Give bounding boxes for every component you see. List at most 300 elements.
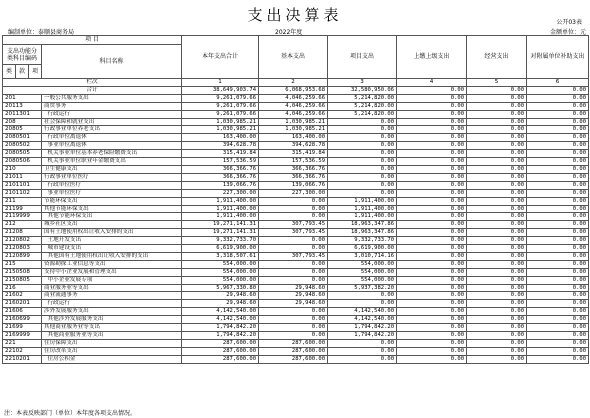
table-row xyxy=(3,229,589,237)
table-row xyxy=(3,316,589,324)
row-value: 0.00 xyxy=(467,221,527,229)
row-code: 2120802 xyxy=(3,237,42,245)
table-row xyxy=(3,276,589,284)
row-value: 0.00 xyxy=(397,300,467,308)
table-row xyxy=(3,252,589,260)
table-row xyxy=(3,284,589,292)
report-year: 2022年度 xyxy=(275,29,303,36)
row-value: 157,536.59 xyxy=(182,158,259,166)
row-value: 0.00 xyxy=(467,165,527,173)
row-name: 其他国有土地使用权出让收入安排的支出 xyxy=(42,252,182,260)
row-value: 0.00 xyxy=(527,102,589,110)
row-code: 221 xyxy=(3,339,42,347)
row-value: 4,142,540.00 xyxy=(182,308,259,316)
seq-number: 3 xyxy=(328,79,397,87)
row-code: 210 xyxy=(3,165,42,173)
row-name: 卫生健康支出 xyxy=(42,165,182,173)
table-row xyxy=(3,268,589,276)
row-name: 事业单位医疗 xyxy=(42,189,182,197)
row-value: 307,793.45 xyxy=(259,221,328,229)
row-value: 394,628.78 xyxy=(182,142,259,150)
row-name: 商业服务业等支出 xyxy=(42,284,182,292)
row-name: 支持中小企业发展和管理支出 xyxy=(42,268,182,276)
row-value: 0.00 xyxy=(397,102,467,110)
row-value: 0.00 xyxy=(467,142,527,150)
table-row xyxy=(3,300,589,308)
table-row xyxy=(3,245,589,253)
table-row xyxy=(3,134,589,142)
row-code: 21606 xyxy=(3,308,42,316)
row-value: 0.00 xyxy=(527,355,589,363)
row-name: 其他商业服务业等支出 xyxy=(42,332,182,340)
row-value: 29,948.60 xyxy=(182,300,259,308)
row-name: 城乡社区支出 xyxy=(42,221,182,229)
row-value: 0.00 xyxy=(397,316,467,324)
row-code: 2150508 xyxy=(3,268,42,276)
row-value: 0.00 xyxy=(397,276,467,284)
row-name: 行政事业单位医疗 xyxy=(42,173,182,181)
total-value: 0.00 xyxy=(527,86,589,94)
table-row xyxy=(3,118,589,126)
row-code: 2160201 xyxy=(3,300,42,308)
table-row xyxy=(3,158,589,166)
row-value: 0.00 xyxy=(467,292,527,300)
row-value: 0.00 xyxy=(397,165,467,173)
row-value: 0.00 xyxy=(527,276,589,284)
row-code: 208 xyxy=(3,118,42,126)
row-value: 554,000.00 xyxy=(328,276,397,284)
row-value: 1,794,842.20 xyxy=(328,324,397,332)
row-value: 0.00 xyxy=(397,213,467,221)
row-value: 0.00 xyxy=(467,197,527,205)
row-value: 0.00 xyxy=(527,134,589,142)
row-code: 215 xyxy=(3,260,42,268)
row-code: 22102 xyxy=(3,347,42,355)
row-value: 307,793.45 xyxy=(259,252,328,260)
row-value: 0.00 xyxy=(328,165,397,173)
total-label: 合计 xyxy=(3,86,182,94)
row-value: 5,214,820.00 xyxy=(328,110,397,118)
row-value: 9,332,733.70 xyxy=(328,237,397,245)
row-value: 0.00 xyxy=(397,324,467,332)
table-row xyxy=(3,197,589,205)
row-code: 2080501 xyxy=(3,134,42,142)
row-value: 0.00 xyxy=(467,94,527,102)
row-value: 0.00 xyxy=(527,284,589,292)
row-value: 0.00 xyxy=(527,245,589,253)
row-value: 0.00 xyxy=(527,118,589,126)
row-value: 5,967,330.80 xyxy=(182,284,259,292)
row-value: 287,600.00 xyxy=(259,339,328,347)
row-value: 29,948.60 xyxy=(259,284,328,292)
row-value: 5,214,820.00 xyxy=(328,94,397,102)
row-value: 0.00 xyxy=(467,189,527,197)
row-value: 4,046,259.66 xyxy=(259,102,328,110)
row-value: 0.00 xyxy=(467,268,527,276)
row-value: 0.00 xyxy=(467,316,527,324)
row-value: 0.00 xyxy=(467,252,527,260)
seq-number: 2 xyxy=(259,79,328,87)
row-value: 0.00 xyxy=(527,308,589,316)
row-value: 1,911,400.00 xyxy=(328,213,397,221)
row-name: 社会保障和就业支出 xyxy=(42,118,182,126)
table-row xyxy=(3,292,589,300)
row-value: 0.00 xyxy=(259,205,328,213)
row-value: 9,261,079.66 xyxy=(182,110,259,118)
row-code: 2210201 xyxy=(3,355,42,363)
row-value: 0.00 xyxy=(527,268,589,276)
row-code: 216 xyxy=(3,284,42,292)
row-name: 住房公积金 xyxy=(42,355,182,363)
row-value: 0.00 xyxy=(397,245,467,253)
row-value: 0.00 xyxy=(527,150,589,158)
row-value: 29,948.60 xyxy=(259,292,328,300)
row-value: 1,794,842.20 xyxy=(328,332,397,340)
row-value: 0.00 xyxy=(527,292,589,300)
row-value: 0.00 xyxy=(397,142,467,150)
row-name: 住房改革支出 xyxy=(42,347,182,355)
row-value: 0.00 xyxy=(328,158,397,166)
row-value: 0.00 xyxy=(397,110,467,118)
row-value: 0.00 xyxy=(397,221,467,229)
row-name: 其他涉外发展服务支出 xyxy=(42,316,182,324)
row-value: 0.00 xyxy=(467,102,527,110)
row-code: 21011 xyxy=(3,173,42,181)
row-value: 554,000.00 xyxy=(182,260,259,268)
row-value: 0.00 xyxy=(259,276,328,284)
row-value: 9,261,079.66 xyxy=(182,94,259,102)
row-value: 29,948.60 xyxy=(259,300,328,308)
row-value: 0.00 xyxy=(259,308,328,316)
row-code: 2169999 xyxy=(3,332,42,340)
row-value: 0.00 xyxy=(467,260,527,268)
row-value: 1,794,842.20 xyxy=(182,324,259,332)
header-col-remit: 上缴上级支出 xyxy=(397,36,467,79)
row-value: 0.00 xyxy=(259,260,328,268)
row-value: 0.00 xyxy=(467,158,527,166)
header-name: 科目名称 xyxy=(42,45,182,79)
table-row xyxy=(3,126,589,134)
row-code: 2120803 xyxy=(3,245,42,253)
row-code: 20805 xyxy=(3,126,42,134)
row-value: 1,030,985.21 xyxy=(182,118,259,126)
row-name: 土地开发支出 xyxy=(42,237,182,245)
form-number: 公开03表 xyxy=(556,19,582,26)
row-value: 1,911,400.00 xyxy=(328,197,397,205)
row-value: 0.00 xyxy=(527,189,589,197)
expenditure-table xyxy=(2,35,589,364)
row-value: 29,948.60 xyxy=(182,292,259,300)
row-name: 行政单位离退休 xyxy=(42,134,182,142)
table-row xyxy=(3,339,589,347)
row-name: 行政运行 xyxy=(42,300,182,308)
row-value: 0.00 xyxy=(527,221,589,229)
row-value: 0.00 xyxy=(397,158,467,166)
row-value: 287,600.00 xyxy=(182,339,259,347)
row-value: 0.00 xyxy=(527,181,589,189)
row-name: 商业流通事务 xyxy=(42,292,182,300)
row-value: 139,066.76 xyxy=(182,181,259,189)
seq-number: 4 xyxy=(397,79,467,87)
row-name: 行政运行 xyxy=(42,110,182,118)
row-value: 0.00 xyxy=(328,142,397,150)
row-value: 1,030,985.21 xyxy=(259,126,328,134)
row-value: 0.00 xyxy=(397,189,467,197)
row-value: 0.00 xyxy=(397,173,467,181)
row-value: 163,400.00 xyxy=(259,134,328,142)
row-value: 0.00 xyxy=(397,339,467,347)
row-value: 0.00 xyxy=(397,292,467,300)
row-value: 554,000.00 xyxy=(182,268,259,276)
row-value: 0.00 xyxy=(467,150,527,158)
table-row xyxy=(3,308,589,316)
row-value: 0.00 xyxy=(527,213,589,221)
row-name: 行政单位医疗 xyxy=(42,181,182,189)
row-value: 0.00 xyxy=(467,181,527,189)
row-value: 0.00 xyxy=(527,252,589,260)
row-name: 其他节能环保支出 xyxy=(42,205,182,213)
row-value: 19,271,141.31 xyxy=(182,229,259,237)
row-value: 1,911,400.00 xyxy=(182,205,259,213)
row-name: 其他节能环保支出 xyxy=(42,213,182,221)
seq-number: 5 xyxy=(467,79,527,87)
header-col-project: 项目支出 xyxy=(328,36,397,79)
row-name: 事业单位离退休 xyxy=(42,142,182,150)
row-value: 0.00 xyxy=(397,134,467,142)
row-code: 2150805 xyxy=(3,276,42,284)
table-row xyxy=(3,347,589,355)
row-value: 0.00 xyxy=(397,332,467,340)
row-value: 394,628.78 xyxy=(259,142,328,150)
row-name: 一般公共服务支出 xyxy=(42,94,182,102)
total-value: 38,649,903.74 xyxy=(182,86,259,94)
row-code: 21208 xyxy=(3,229,42,237)
row-value: 287,600.00 xyxy=(259,355,328,363)
row-value: 0.00 xyxy=(467,339,527,347)
header-col-subsidy: 对附属单位补助支出 xyxy=(527,36,589,79)
header-col-operating: 经营支出 xyxy=(467,36,527,79)
row-code: 21602 xyxy=(3,292,42,300)
row-value: 0.00 xyxy=(397,181,467,189)
row-value: 0.00 xyxy=(328,292,397,300)
table-row xyxy=(3,102,589,110)
row-value: 0.00 xyxy=(467,110,527,118)
row-code: 2160699 xyxy=(3,316,42,324)
table-row xyxy=(3,324,589,332)
row-value: 3,318,507.61 xyxy=(182,252,259,260)
row-value: 4,142,540.00 xyxy=(328,308,397,316)
row-value: 0.00 xyxy=(527,126,589,134)
row-value: 0.00 xyxy=(397,229,467,237)
row-code: 21199 xyxy=(3,205,42,213)
row-value: 139,066.76 xyxy=(259,181,328,189)
row-value: 0.00 xyxy=(259,245,328,253)
total-value: 0.00 xyxy=(397,86,467,94)
row-value: 0.00 xyxy=(467,308,527,316)
row-value: 1,030,985.21 xyxy=(259,118,328,126)
header-xiang: 项 xyxy=(29,65,42,79)
header-col-basic: 基本支出 xyxy=(259,36,328,79)
row-value: 9,261,079.66 xyxy=(182,102,259,110)
row-value: 5,214,820.00 xyxy=(328,102,397,110)
row-value: 0.00 xyxy=(328,173,397,181)
report-title: 支出决算表 xyxy=(247,6,343,24)
row-value: 366,366.76 xyxy=(182,173,259,181)
row-value: 0.00 xyxy=(527,173,589,181)
row-name: 住房保障支出 xyxy=(42,339,182,347)
header-kuan: 款 xyxy=(16,65,29,79)
currency-unit: 金额单位：元 xyxy=(549,29,586,36)
total-value: 6,068,953.68 xyxy=(259,86,328,94)
row-value: 0.00 xyxy=(397,268,467,276)
row-value: 0.00 xyxy=(527,142,589,150)
row-value: 315,419.84 xyxy=(259,150,328,158)
row-value: 0.00 xyxy=(527,197,589,205)
row-value: 0.00 xyxy=(259,237,328,245)
row-value: 0.00 xyxy=(397,94,467,102)
row-value: 0.00 xyxy=(397,252,467,260)
seq-number: 6 xyxy=(527,79,589,87)
row-code: 2119999 xyxy=(3,213,42,221)
row-name: 其他商业服务业等支出 xyxy=(42,324,182,332)
row-value: 4,046,259.66 xyxy=(259,94,328,102)
row-name: 节能环保支出 xyxy=(42,197,182,205)
table-row xyxy=(3,94,589,102)
header-lei: 类 xyxy=(3,65,16,79)
table-row xyxy=(3,142,589,150)
total-value: 32,580,950.06 xyxy=(328,86,397,94)
table-row xyxy=(3,205,589,213)
row-code: 2080502 xyxy=(3,142,42,150)
row-value: 0.00 xyxy=(527,339,589,347)
row-value: 366,366.76 xyxy=(259,173,328,181)
row-value: 18,963,347.86 xyxy=(328,229,397,237)
row-value: 1,030,985.21 xyxy=(182,126,259,134)
table-row xyxy=(3,181,589,189)
row-value: 227,300.00 xyxy=(259,189,328,197)
row-code: 2101101 xyxy=(3,181,42,189)
row-code: 20113 xyxy=(3,102,42,110)
row-value: 0.00 xyxy=(467,284,527,292)
row-value: 0.00 xyxy=(527,324,589,332)
row-value: 1,911,400.00 xyxy=(328,205,397,213)
row-name: 中小企业发展专项 xyxy=(42,276,182,284)
seq-label: 栏次 xyxy=(3,79,182,87)
row-value: 0.00 xyxy=(397,284,467,292)
table-row xyxy=(3,221,589,229)
row-value: 0.00 xyxy=(328,339,397,347)
row-value: 0.00 xyxy=(527,316,589,324)
row-value: 0.00 xyxy=(467,205,527,213)
row-value: 0.00 xyxy=(328,118,397,126)
row-value: 0.00 xyxy=(467,118,527,126)
row-code: 212 xyxy=(3,221,42,229)
row-value: 3,010,714.16 xyxy=(328,252,397,260)
row-value: 1,794,842.20 xyxy=(182,332,259,340)
row-value: 0.00 xyxy=(467,134,527,142)
row-value: 0.00 xyxy=(328,300,397,308)
row-value: 0.00 xyxy=(259,268,328,276)
row-value: 0.00 xyxy=(328,181,397,189)
row-value: 0.00 xyxy=(397,126,467,134)
table-row xyxy=(3,110,589,118)
row-value: 0.00 xyxy=(397,150,467,158)
row-value: 0.00 xyxy=(467,237,527,245)
row-value: 0.00 xyxy=(467,126,527,134)
row-value: 5,937,382.20 xyxy=(328,284,397,292)
row-value: 19,271,141.31 xyxy=(182,221,259,229)
row-name: 涉外发展服务支出 xyxy=(42,308,182,316)
row-code: 2011301 xyxy=(3,110,42,118)
row-value: 0.00 xyxy=(467,229,527,237)
row-value: 0.00 xyxy=(527,229,589,237)
row-value: 0.00 xyxy=(527,94,589,102)
row-value: 0.00 xyxy=(328,150,397,158)
row-value: 0.00 xyxy=(397,355,467,363)
row-value: 0.00 xyxy=(467,332,527,340)
row-value: 0.00 xyxy=(328,355,397,363)
row-value: 1,911,400.00 xyxy=(182,197,259,205)
reporting-unit: 编制单位：泰顺县商务局 xyxy=(8,29,75,36)
table-row xyxy=(3,237,589,245)
row-value: 0.00 xyxy=(527,347,589,355)
table-row xyxy=(3,260,589,268)
row-code: 211 xyxy=(3,197,42,205)
row-name: 城市建设支出 xyxy=(42,245,182,253)
row-name: 机关事业单位基本养老保险缴费支出 xyxy=(42,150,182,158)
header-code: 支出功能分类科目编码 xyxy=(3,45,42,65)
row-value: 0.00 xyxy=(467,245,527,253)
row-value: 0.00 xyxy=(467,173,527,181)
row-value: 554,000.00 xyxy=(328,268,397,276)
table-row xyxy=(3,213,589,221)
row-value: 0.00 xyxy=(467,213,527,221)
header-item: 项 目 xyxy=(3,36,182,45)
row-value: 287,600.00 xyxy=(182,355,259,363)
row-name: 商贸事务 xyxy=(42,102,182,110)
row-value: 0.00 xyxy=(259,332,328,340)
row-value: 4,142,540.00 xyxy=(328,316,397,324)
row-value: 0.00 xyxy=(397,118,467,126)
row-name: 行政事业单位养老支出 xyxy=(42,126,182,134)
row-value: 0.00 xyxy=(259,324,328,332)
row-value: 0.00 xyxy=(467,347,527,355)
row-value: 0.00 xyxy=(328,189,397,197)
row-value: 0.00 xyxy=(397,347,467,355)
row-value: 0.00 xyxy=(467,276,527,284)
row-value: 0.00 xyxy=(259,213,328,221)
table-row xyxy=(3,173,589,181)
table-row xyxy=(3,150,589,158)
row-code: 2101102 xyxy=(3,189,42,197)
row-name: 资源勘探工业信息等支出 xyxy=(42,260,182,268)
row-code: 2120899 xyxy=(3,252,42,260)
row-value: 1,911,400.00 xyxy=(182,213,259,221)
row-value: 0.00 xyxy=(397,237,467,245)
table-row xyxy=(3,355,589,363)
row-name: 国有土地使用权出让收入安排的支出 xyxy=(42,229,182,237)
row-value: 0.00 xyxy=(328,126,397,134)
row-value: 0.00 xyxy=(527,158,589,166)
row-value: 6,619,900.00 xyxy=(182,245,259,253)
row-value: 287,600.00 xyxy=(182,347,259,355)
row-code: 2080505 xyxy=(3,150,42,158)
row-value: 0.00 xyxy=(397,260,467,268)
row-value: 6,619,900.00 xyxy=(328,245,397,253)
row-value: 9,332,733.70 xyxy=(182,237,259,245)
row-value: 0.00 xyxy=(397,205,467,213)
row-value: 554,000.00 xyxy=(328,260,397,268)
